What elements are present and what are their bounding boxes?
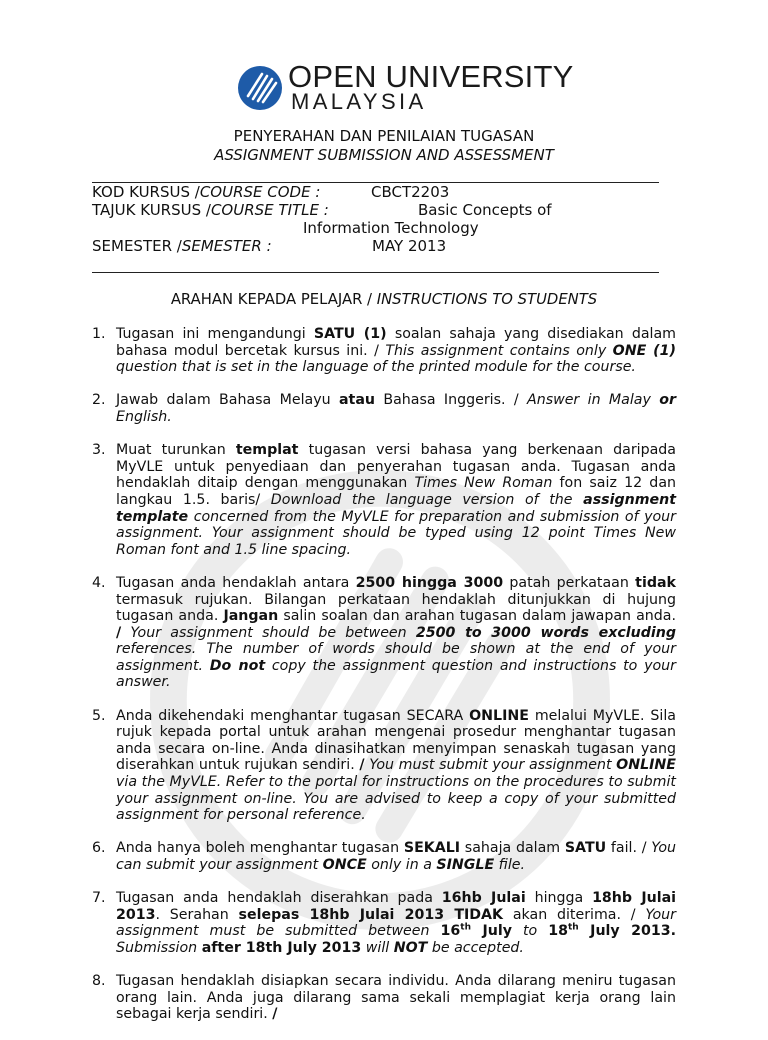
instruction-text: 16hb Julai — [441, 890, 526, 907]
instruction-text: templat — [235, 442, 299, 459]
instruction-text: ONLINE — [616, 757, 676, 774]
instruction-text: NOT — [393, 939, 428, 956]
instruction-text: sahaja dalam — [460, 840, 565, 857]
instruction-text: SATU — [564, 840, 607, 857]
instruction-text: after 18th July 2013 — [201, 939, 362, 956]
instruction-text: th — [568, 922, 579, 933]
instruction-text: assignment template — [116, 491, 676, 525]
instruction-number: 8. — [92, 973, 106, 990]
instruction-item — [92, 973, 676, 1023]
instruction-text: Jangan — [223, 608, 279, 625]
logo-text-line2: MALAYSIA — [291, 89, 427, 114]
semester-label-malay: SEMESTER / — [92, 237, 182, 255]
instruction-text: file. — [494, 857, 526, 873]
course-title-row — [92, 201, 552, 237]
instruction-text: Answer in Malay — [527, 392, 660, 409]
instruction-text: Anda dikehendaki menghantar tugasan SECARA — [116, 707, 470, 724]
semester-row — [92, 237, 447, 255]
instructions-list — [92, 326, 676, 1040]
course-code-value: CBCT2203 — [371, 183, 450, 201]
instruction-text: 18hb Julai 2013 — [116, 890, 677, 923]
instruction-text: ONLINE — [469, 707, 529, 724]
course-code-label-english: COURSE CODE : — [199, 183, 321, 201]
instruction-text: SATU (1) — [313, 326, 387, 342]
university-logo — [236, 59, 574, 114]
instruction-text: Muat turunkan — [116, 442, 236, 459]
instruction-item — [92, 575, 676, 691]
instructions-heading-english: INSTRUCTIONS TO STUDENTS — [376, 291, 598, 308]
instruction-text: Your assignment must be submitted between — [116, 906, 677, 940]
instruction-text: Tugasan ini mengandungi — [116, 326, 314, 342]
semester-value: MAY 2013 — [372, 237, 447, 255]
instruction-text: Tugasan anda hendaklah antara — [116, 574, 356, 591]
instruction-text: termasuk rujukan. Bilangan perkataan hendaklah ditunjukkan di hujung tugasan anda. — [116, 591, 676, 625]
instruction-text: references. The number of words should be shown at the end of your assignment. — [116, 641, 676, 674]
instruction-text: You can submit your assignment — [116, 840, 676, 873]
instruction-text: copy the assignment question and instructions to your answer. — [116, 657, 677, 691]
instruction-text: Times New Roman — [414, 475, 553, 492]
semester-label-english: SEMESTER : — [181, 237, 272, 255]
instruction-text: only in a — [366, 857, 437, 873]
instruction-text: 18 — [548, 923, 568, 940]
instruction-text: English. — [116, 408, 172, 425]
instruction-item — [92, 326, 676, 376]
instruction-text: tugasan versi bahasa yang berkenaan daripada MyVLE untuk penyediaan dan penyerahan tugasan anda. Tugasan anda hendaklah ditaip dengan menggunakan — [116, 442, 676, 492]
instruction-number: 6. — [92, 840, 106, 857]
instruction-text: selepas 18hb Julai 2013 TIDAK — [238, 906, 504, 923]
instruction-text: Submission — [116, 939, 202, 956]
instruction-text: hingga — [525, 890, 593, 907]
divider-bottom — [92, 272, 659, 273]
course-title-value-line1: Basic Concepts of — [418, 201, 552, 219]
instruction-text: be accepted. — [427, 939, 524, 956]
instruction-text: salin soalan dan arahan tugasan dalam jawapan anda. — [278, 608, 677, 625]
instruction-text: You must submit your assignment — [364, 757, 617, 774]
instruction-item — [92, 392, 676, 425]
instruction-text: melalui MyVLE. Sila rujuk kepada portal untuk arahan mengenai prosedur menghantar tugasan anda secara on-line. Anda dinasihatkan menyimpan senaskah tugasan yang diserahkan untuk rujukan sendiri. — [116, 707, 676, 774]
instruction-text: Bahasa Inggeris. / — [375, 392, 528, 409]
instruction-item — [92, 442, 676, 558]
instruction-text: This assignment contains only — [385, 342, 613, 359]
instruction-text: . Serahan — [155, 906, 239, 923]
instruction-text: akan diterima. / — [503, 906, 646, 923]
instruction-text: tidak — [635, 574, 676, 591]
instruction-text: Your assignment should be between — [121, 624, 416, 641]
instruction-number: 1. — [92, 326, 106, 342]
instruction-text: / — [116, 624, 122, 641]
instruction-item — [92, 840, 676, 873]
course-code-row — [92, 183, 450, 201]
title-english: ASSIGNMENT SUBMISSION AND ASSESSMENT — [214, 146, 554, 164]
instruction-text: fail. / — [606, 840, 652, 857]
instruction-text: Download the language version of the — [270, 491, 584, 508]
instruction-text: th — [460, 922, 471, 933]
instruction-item — [92, 890, 676, 956]
instruction-text: Jawab dalam Bahasa Melayu — [116, 392, 339, 409]
instruction-text: soalan sahaja yang disediakan dalam bahasa modul bercetak kursus ini. / — [116, 326, 676, 359]
title-malay: PENYERAHAN DAN PENILAIAN TUGASAN — [233, 127, 535, 145]
instruction-text: SINGLE — [436, 857, 495, 873]
instruction-number: 7. — [92, 890, 106, 907]
course-title-label-malay: TAJUK KURSUS / — [92, 201, 211, 219]
instruction-number: 2. — [92, 392, 106, 409]
instruction-text: fon saiz 12 dan langkau 1.5. baris/ — [116, 475, 677, 508]
instruction-number: 3. — [92, 442, 106, 459]
instruction-text: Anda hanya boleh menghantar tugasan — [116, 840, 404, 857]
oum-logo-icon — [236, 62, 286, 112]
instruction-text: SEKALI — [403, 840, 461, 857]
instruction-item — [92, 708, 676, 824]
instruction-text: concerned from the MyVLE for preparation and submission of your assignment. Your assignment should be typed using 12 point Times New Roman font and 1.5 line spacing. — [116, 508, 676, 558]
logo-text-line1: OPEN UNIVERSITY — [288, 59, 574, 94]
instruction-text: 2500 to 3000 words excluding — [415, 624, 676, 641]
instruction-text: ONCE — [322, 857, 367, 873]
instruction-text: Tugasan hendaklah disiapkan secara individu. Anda dilarang meniru tugasan orang lain. Anda juga dilarang sama sekali memplagiat kerja orang lain sebagai kerja sendiri. — [116, 973, 676, 1023]
instruction-text: patah perkataan — [503, 574, 636, 591]
instruction-number: 5. — [92, 707, 106, 724]
instruction-text: 16 — [440, 923, 461, 940]
instruction-text: question that is set in the language of the printed module for the course. — [116, 359, 636, 376]
instruction-number: 4. — [92, 574, 106, 591]
instruction-text: / — [359, 757, 365, 774]
instruction-text: will — [361, 939, 394, 956]
instruction-text: ONE (1) — [612, 342, 676, 359]
course-title-value-line2: Information Technology — [303, 219, 479, 237]
instruction-text: to — [511, 923, 549, 940]
instruction-text: July 2013. — [578, 923, 676, 940]
instruction-text: Tugasan anda hendaklah diserahkan pada — [116, 890, 442, 907]
instruction-text: or — [659, 392, 676, 409]
instructions-heading — [0, 292, 768, 309]
instructions-heading-malay: ARAHAN KEPADA PELAJAR / — [170, 291, 377, 308]
instruction-text: atau — [338, 392, 375, 409]
instruction-text: Do not — [209, 657, 266, 674]
course-code-label-malay: KOD KURSUS / — [92, 183, 200, 201]
instruction-text: via the MyVLE. Refer to the portal for instructions on the procedures to submit your assignment on-line. You are advised to keep a copy of your submitted assignment for personal reference. — [116, 774, 676, 824]
instruction-text: / — [272, 1006, 278, 1023]
instruction-text: 2500 hingga 3000 — [355, 574, 504, 591]
instruction-text: July — [471, 923, 512, 940]
course-title-label-english: COURSE TITLE : — [210, 201, 329, 219]
